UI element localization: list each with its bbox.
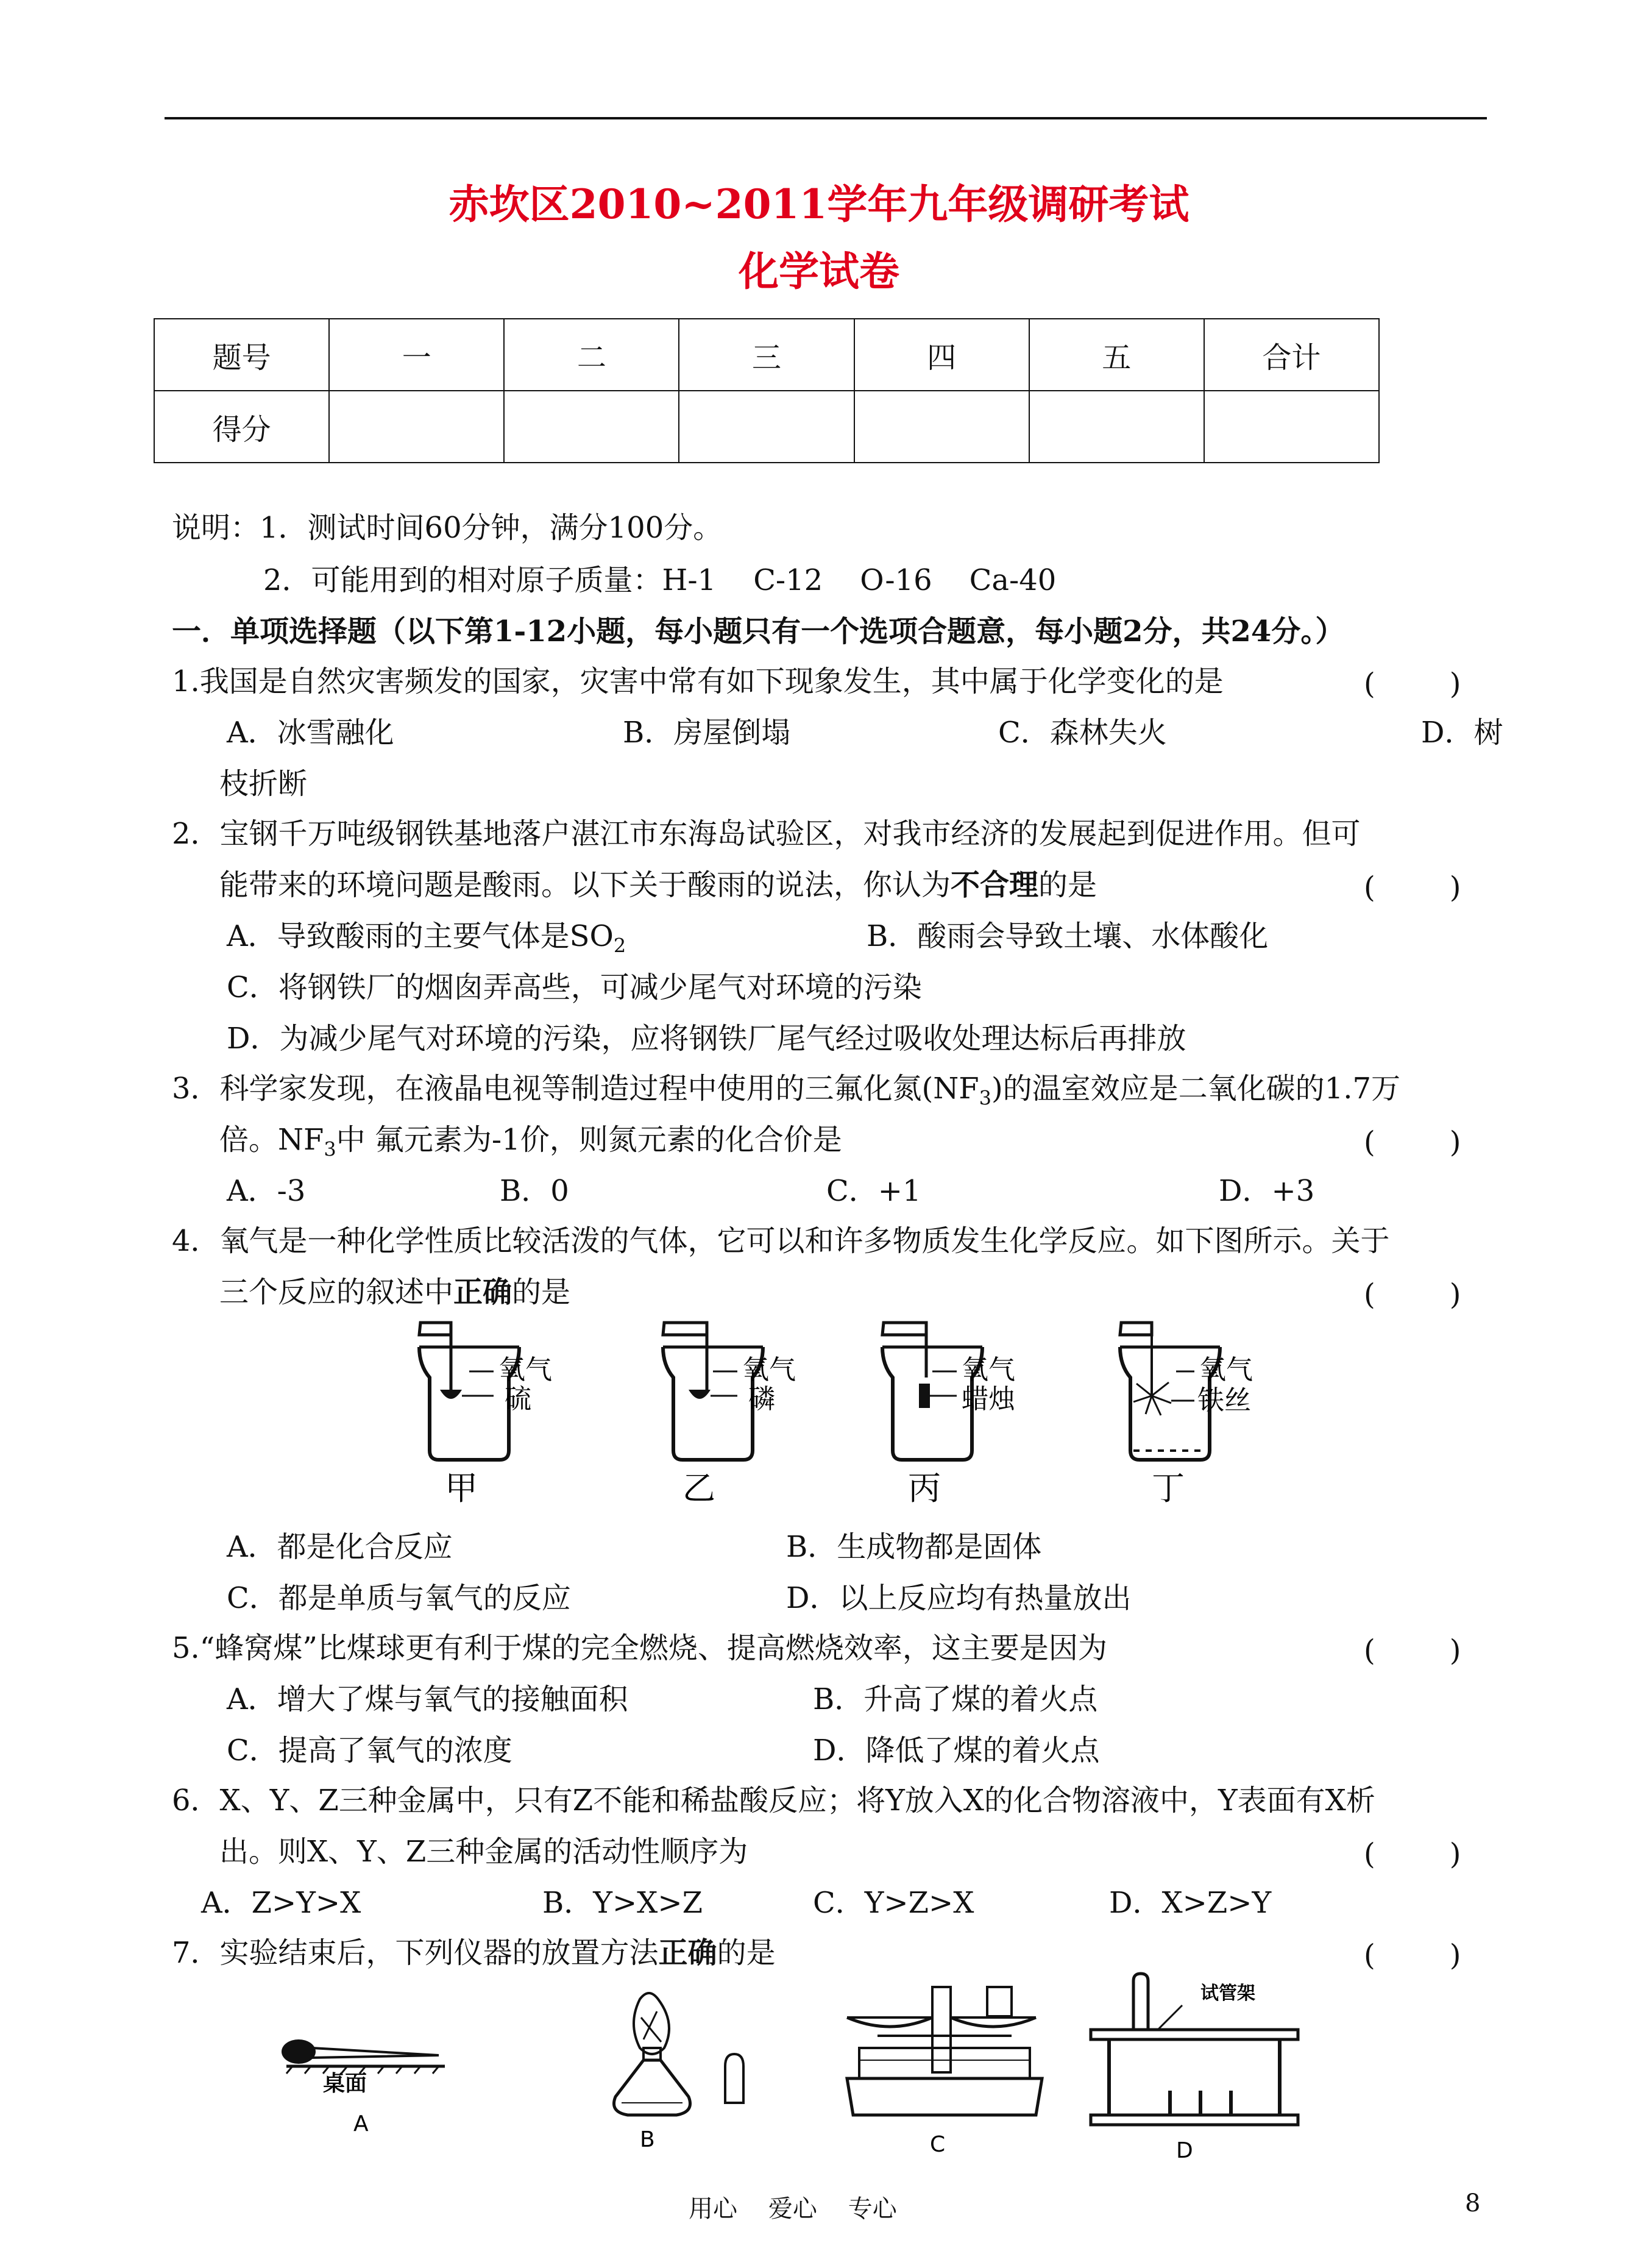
q5-option-d[interactable]: D．降低了煤的着火点 <box>813 1733 1100 1768</box>
figure-d-caption: D <box>1176 2138 1193 2163</box>
q1-option-b[interactable]: B．房屋倒塌 <box>623 716 791 750</box>
score-table <box>154 318 1380 463</box>
q4-option-a[interactable]: A．都是化合反应 <box>227 1530 453 1564</box>
note-line-1: 说明：1．测试时间60分钟，满分100分。 <box>172 511 723 545</box>
score-input-cell[interactable] <box>504 391 679 463</box>
figure-bing-substance-label: 蜡烛 <box>962 1384 1015 1415</box>
exam-title: 赤坎区2010~2011学年九年级调研考试 <box>448 180 1190 228</box>
score-input-cell[interactable] <box>854 391 1029 463</box>
q1-option-c[interactable]: C．森林失火 <box>998 716 1167 750</box>
q2-answer-blank[interactable]: ( ) <box>1364 870 1461 905</box>
q5-option-c[interactable]: C．提高了氧气的浓度 <box>227 1733 512 1768</box>
q1-stem: 1.我国是自然灾害频发的国家，灾害中常有如下现象发生，其中属于化学变化的是 <box>172 664 1224 699</box>
q3-option-c[interactable]: C．+1 <box>826 1174 921 1208</box>
q7-stem: 7．实验结束后，下列仪器的放置方法正确的是 <box>172 1936 776 1970</box>
q4-stem-line1: 4．氧气是一种化学性质比较活泼的气体，它可以和许多物质发生化学反应。如下图所示。关于 <box>172 1224 1390 1258</box>
q6-option-c[interactable]: C．Y>Z>X <box>813 1886 974 1920</box>
q1-answer-blank[interactable]: ( ) <box>1364 667 1461 701</box>
figure-jia-substance-label: 硫 <box>505 1384 531 1415</box>
figure-b-caption: B <box>640 2127 655 2152</box>
q1-option-a[interactable]: A．冰雪融化 <box>227 716 394 750</box>
q6-stem-line2: 出。则X、Y、Z三种金属的活动性顺序为 <box>219 1835 748 1869</box>
header-rule <box>165 117 1487 119</box>
score-cell: 五 <box>1029 319 1204 391</box>
q6-stem-line1: 6．X、Y、Z三种金属中，只有Z不能和稀盐酸反应；将Y放入X的化合物溶液中，Y表面有X析 <box>172 1783 1375 1818</box>
figure-a-table-label: 桌面 <box>323 2071 367 2096</box>
score-input-cell[interactable] <box>1029 391 1204 463</box>
q2-stem-line2: 能带来的环境问题是酸雨。以下关于酸雨的说法，你认为不合理的是 <box>219 868 1097 902</box>
figure-b-alcohol-lamp <box>597 1981 756 2154</box>
q4-stem-line2: 三个反应的叙述中正确的是 <box>219 1275 571 1309</box>
q1-option-d-cont: 枝折断 <box>219 767 308 801</box>
note-line-2: 2．可能用到的相对原子质量：H-1 C-12 O-16 Ca-40 <box>263 563 1057 597</box>
q3-stem-line1: 3．科学家发现，在液晶电视等制造过程中使用的三氟化氮$(NF_3)$的温室效应是二氧化碳的1.7万 <box>172 1072 1401 1110</box>
q6-option-d[interactable]: D．X>Z>Y <box>1109 1886 1272 1920</box>
figure-a-caption: A <box>353 2111 369 2136</box>
figure-ding-caption: 丁 <box>1152 1469 1185 1507</box>
score-cell: 题号 <box>154 319 329 391</box>
q3-option-b[interactable]: B．0 <box>500 1174 569 1208</box>
q4-option-d[interactable]: D．以上反应均有热量放出 <box>786 1581 1132 1615</box>
figure-d-test-tube-rack <box>1085 1969 1316 2166</box>
score-cell: 四 <box>854 319 1029 391</box>
figure-yi-substance-label: 磷 <box>748 1384 775 1415</box>
q2-option-a[interactable]: A．导致酸雨的主要气体是$SO_2$ <box>227 919 626 958</box>
figure-bing-caption: 丙 <box>908 1469 941 1507</box>
figure-ding-substance-label: 铁丝 <box>1197 1385 1251 1416</box>
score-table-score-row <box>154 391 1379 463</box>
q5-answer-blank[interactable]: ( ) <box>1364 1633 1461 1668</box>
q2-option-b[interactable]: B．酸雨会导致土壤、水体酸化 <box>867 919 1269 953</box>
q3-stem-line2: 倍。$NF_3$中 氟元素为-1价，则氮元素的化合价是 <box>219 1123 842 1161</box>
q2-stem-line1: 2．宝钢千万吨级钢铁基地落户湛江市东海岛试验区，对我市经济的发展起到促进作用。但可 <box>172 817 1361 851</box>
q4-option-b[interactable]: B．生成物都是固体 <box>786 1530 1042 1564</box>
figure-ding-iron-wire <box>1103 1310 1298 1507</box>
q4-option-c[interactable]: C．都是单质与氧气的反应 <box>227 1581 571 1615</box>
q3-option-a[interactable]: A．-3 <box>227 1174 306 1208</box>
q7-answer-blank[interactable]: ( ) <box>1364 1938 1461 1972</box>
q5-stem: 5.“蜂窝煤”比煤球更有利于煤的完全燃烧、提高燃烧效率，这主要是因为 <box>172 1631 1107 1665</box>
q3-option-d[interactable]: D．+3 <box>1219 1174 1315 1208</box>
score-table-header-row <box>154 319 1379 391</box>
figure-a-dropper <box>274 2024 457 2148</box>
score-cell: 合计 <box>1204 319 1379 391</box>
section-heading: 一．单项选择题（以下第1-12小题，每小题只有一个选项合题意，每小题2分，共24分。） <box>172 614 1345 649</box>
figure-jia-gas-label: 氧气 <box>498 1354 552 1385</box>
score-cell: 二 <box>504 319 679 391</box>
page-number: 8 <box>1465 2189 1481 2217</box>
figure-yi-phosphorus <box>646 1310 829 1507</box>
figure-bing-gas-label: 氧气 <box>962 1354 1015 1385</box>
score-row-label: 得分 <box>154 391 329 463</box>
q5-option-b[interactable]: B．升高了煤的着火点 <box>813 1682 1098 1716</box>
footer-slogan: 用心 爱心 专心 <box>689 2195 897 2223</box>
figure-jia-sulfur <box>402 1310 585 1507</box>
q6-answer-blank[interactable]: ( ) <box>1364 1837 1461 1871</box>
q6-option-a[interactable]: A．Z>Y>X <box>201 1886 361 1920</box>
score-cell: 一 <box>329 319 504 391</box>
q6-option-b[interactable]: B．Y>X>Z <box>542 1886 703 1920</box>
figure-jia-caption: 甲 <box>445 1469 478 1507</box>
q4-answer-blank[interactable]: ( ) <box>1364 1278 1461 1312</box>
score-cell: 三 <box>679 319 854 391</box>
figure-c-balance <box>841 1975 1048 2166</box>
score-input-cell[interactable] <box>679 391 854 463</box>
score-input-cell[interactable] <box>1204 391 1379 463</box>
figure-ding-gas-label: 氧气 <box>1199 1354 1253 1385</box>
figure-yi-caption: 乙 <box>682 1469 715 1507</box>
q2-option-c[interactable]: C．将钢铁厂的烟囱弄高些，可减少尾气对环境的污染 <box>227 970 922 1004</box>
q1-option-d[interactable]: D．树 <box>1421 716 1503 750</box>
score-input-cell[interactable] <box>329 391 504 463</box>
figure-bing-candle <box>865 1310 1048 1507</box>
figure-c-caption: C <box>930 2132 946 2157</box>
q5-option-a[interactable]: A．增大了煤与氧气的接触面积 <box>227 1682 628 1716</box>
q2-option-d[interactable]: D．为减少尾气对环境的污染，应将钢铁厂尾气经过吸收处理达标后再排放 <box>227 1022 1186 1056</box>
q3-answer-blank[interactable]: ( ) <box>1364 1125 1461 1159</box>
figure-d-rack-label: 试管架 <box>1200 1983 1255 2004</box>
figure-yi-gas-label: 氧气 <box>742 1354 796 1385</box>
exam-subtitle: 化学试卷 <box>739 247 899 295</box>
